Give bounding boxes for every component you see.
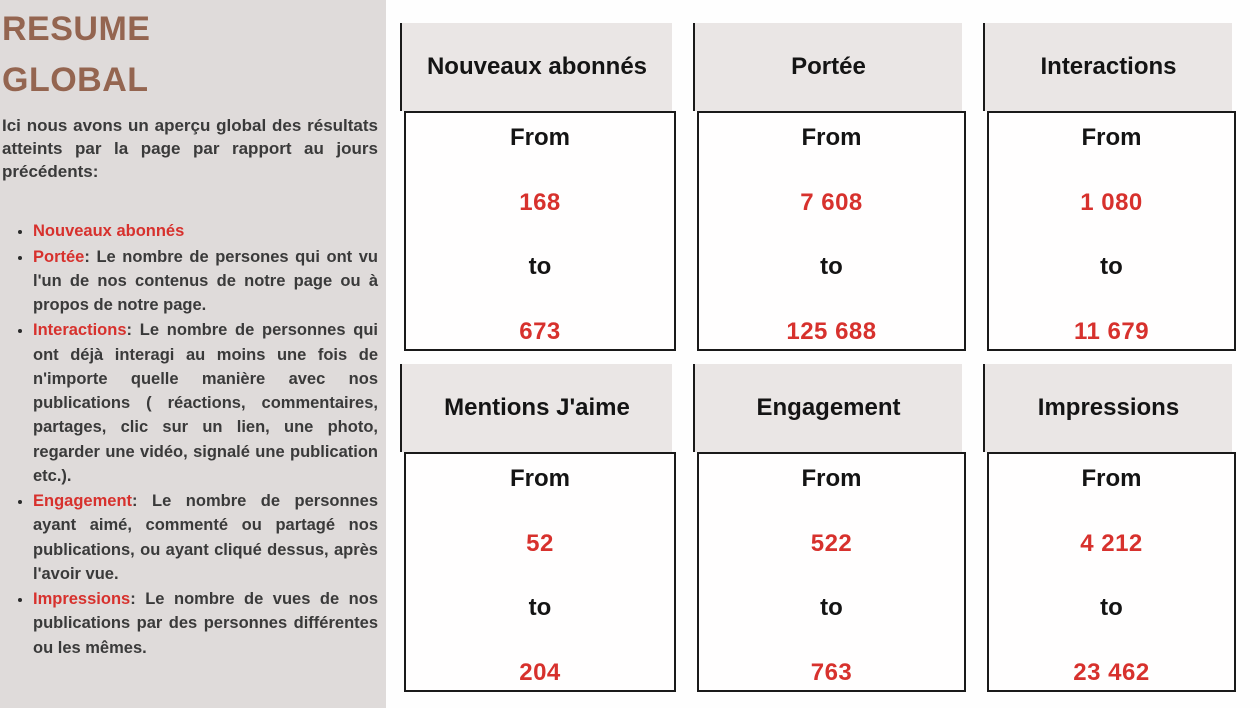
from-value: 7 608 xyxy=(800,188,863,216)
stat-card-portee xyxy=(693,23,966,351)
stat-card-engagement xyxy=(693,364,966,692)
page-title-line2: GLOBAL xyxy=(2,61,149,99)
to-value: 11 679 xyxy=(1073,317,1150,345)
definition-text: : Le nombre de vues de nos publications par des personnes différentes ou les mêmes. xyxy=(33,590,378,657)
from-label: From xyxy=(801,465,862,492)
from-label: From xyxy=(801,124,862,151)
card-title: Portée xyxy=(791,53,866,80)
definitions-list xyxy=(2,219,378,660)
from-value: 1 080 xyxy=(1080,188,1143,216)
definition-text: : Le nombre de personnes ayant aimé, commenté ou partagé nos publications, ou ayant cliqué dessus, après l'avoir vue. xyxy=(33,492,378,583)
page-title xyxy=(2,4,378,106)
intro-text: Ici nous avons un aperçu global des résultats atteints par la page par rapport au jours précédents: xyxy=(2,116,378,182)
card-header xyxy=(983,364,1232,452)
definition-term: Nouveaux abonnés xyxy=(33,222,185,241)
from-value: 522 xyxy=(810,529,853,557)
card-header xyxy=(693,364,962,452)
stat-card-nouveaux-abonnes xyxy=(400,23,676,351)
card-body xyxy=(697,452,966,692)
from-value: 52 xyxy=(526,529,554,557)
card-header xyxy=(400,364,672,452)
from-label: From xyxy=(1081,465,1142,492)
card-body xyxy=(697,111,966,351)
list-item-portee xyxy=(33,245,378,318)
from-label: From xyxy=(510,465,570,492)
definition-text: : Le nombre de persones qui ont vu l'un de nos contenus de notre page ou à propos de notre page. xyxy=(33,247,378,315)
to-label: to xyxy=(820,594,843,622)
to-label: to xyxy=(1100,253,1123,281)
card-title: Interactions xyxy=(1040,53,1177,80)
to-label: to xyxy=(528,594,552,622)
stat-card-interactions xyxy=(983,23,1236,351)
from-value: 168 xyxy=(519,188,561,216)
page-title-line1: RESUME xyxy=(2,10,151,48)
list-item-engagement xyxy=(33,489,378,586)
card-header xyxy=(400,23,672,111)
definition-term: Portée xyxy=(33,247,85,266)
stats-grid xyxy=(400,23,1238,692)
stat-card-impressions xyxy=(983,364,1236,692)
from-value: 4 212 xyxy=(1080,529,1143,557)
to-label: to xyxy=(820,253,843,281)
to-value: 763 xyxy=(810,658,853,686)
card-body xyxy=(404,452,676,692)
card-title: Mentions J'aime xyxy=(444,394,630,421)
card-title: Engagement xyxy=(756,394,901,421)
to-value: 23 462 xyxy=(1073,658,1150,686)
from-label: From xyxy=(1081,124,1142,151)
to-value: 673 xyxy=(519,317,561,345)
stat-card-mentions-jaime xyxy=(400,364,676,692)
list-item-impressions xyxy=(33,587,378,660)
definition-term: Engagement xyxy=(33,492,133,511)
to-label: to xyxy=(528,253,552,281)
card-body xyxy=(987,111,1236,351)
to-label: to xyxy=(1100,594,1123,622)
sidebar xyxy=(0,0,386,708)
card-body xyxy=(404,111,676,351)
card-title: Nouveaux abonnés xyxy=(426,53,648,80)
from-label: From xyxy=(510,124,570,151)
to-value: 125 688 xyxy=(786,317,877,345)
list-item-nouveaux-abonnes xyxy=(33,219,378,243)
card-header xyxy=(983,23,1232,111)
to-value: 204 xyxy=(519,658,561,686)
card-title: Impressions xyxy=(1037,394,1180,421)
card-header xyxy=(693,23,962,111)
definition-term: Impressions xyxy=(33,590,131,609)
definition-text: : Le nombre de personnes qui ont déjà interagi au moins une fois de n'importe quelle manière avec nos publications ( réactions, commentaires, partages, clic sur un lien, une photo, regarder une vidéo, signalé une publication etc.). xyxy=(33,321,378,485)
definition-term: Interactions xyxy=(33,321,127,340)
list-item-interactions xyxy=(33,318,378,488)
card-body xyxy=(987,452,1236,692)
